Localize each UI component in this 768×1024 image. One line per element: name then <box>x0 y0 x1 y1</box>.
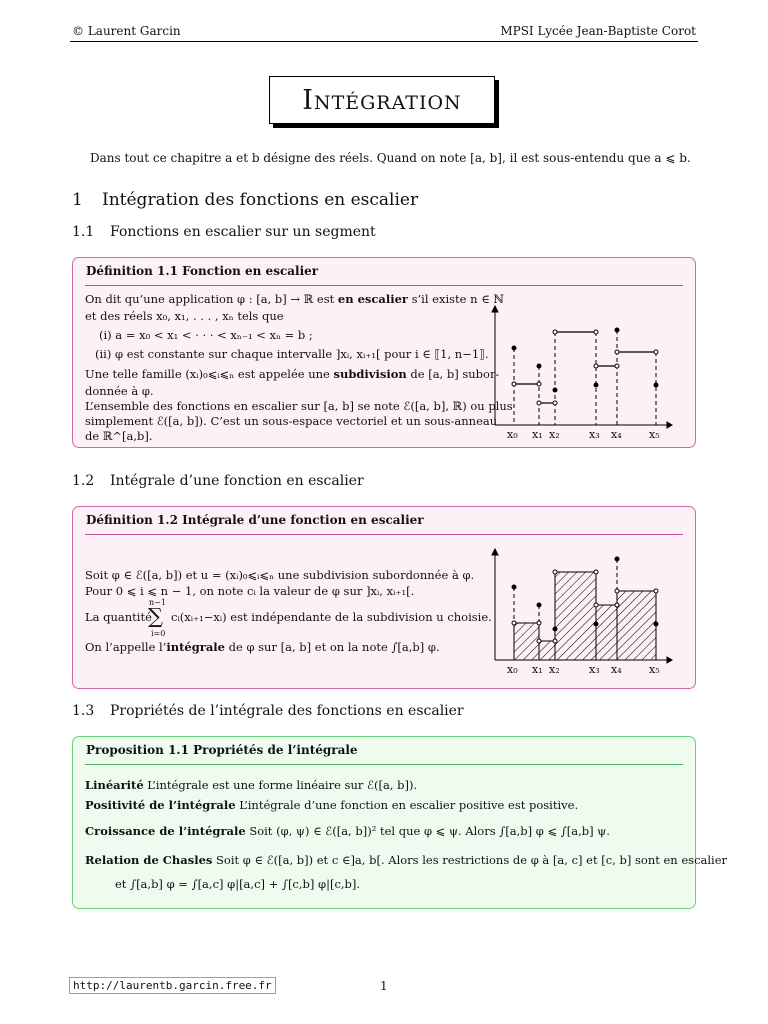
property-linearite: Linéarité L’intégrale est une forme linéaire sur ℰ([a, b]). <box>85 778 418 792</box>
definition-title: Définition 1.2 Intégrale d’une fonction en escalier <box>86 513 424 527</box>
subsection-title: Propriétés de l’intégrale des fonctions en escalier <box>110 703 464 719</box>
proposition-title: Proposition 1.1 Propriétés de l’intégrale <box>86 743 358 757</box>
definition-title: Définition 1.1 Fonction en escalier <box>86 264 319 278</box>
y-axis-arrow <box>492 306 498 312</box>
point-values <box>512 328 658 392</box>
keyword-subdivision: subdivision <box>333 367 407 381</box>
tick-x1: x₁ <box>532 663 543 676</box>
chapter-title-box <box>269 76 495 124</box>
header-author: © Laurent Garcin <box>72 24 181 38</box>
keyword-integrale: intégrale <box>166 640 225 654</box>
tick-x5: x₅ <box>649 663 660 676</box>
tick-x3: x₃ <box>589 428 600 441</box>
subsection-1-1-heading <box>72 224 376 240</box>
tick-x3: x₃ <box>589 663 600 676</box>
x-axis-arrow <box>667 422 672 428</box>
definition-rule <box>85 285 683 286</box>
steps <box>514 332 656 403</box>
area-rect-1 <box>539 641 555 660</box>
tick-x0: x₀ <box>507 428 518 441</box>
x-axis-arrow <box>667 657 672 663</box>
definition-rule <box>85 534 683 535</box>
definition-item-i: (i) a = x₀ < x₁ < · · · < xₙ₋₁ < xₙ = b ; <box>99 328 313 342</box>
tick-x2: x₂ <box>549 663 560 676</box>
tick-x4: x₄ <box>611 663 622 676</box>
definition-line: donnée à φ. <box>85 384 154 398</box>
proposition-1-1-box <box>72 736 728 909</box>
page-number: 1 <box>380 979 388 993</box>
intro-paragraph: Dans tout ce chapitre a et b désigne des réels. Quand on note [a, b], il est sous-entendu que a ⩽ b. <box>90 151 691 165</box>
area-rect-0 <box>514 623 539 660</box>
integral-area-figure <box>485 545 675 680</box>
property-positivite: Positivité de l’intégrale L’intégrale d’une fonction en escalier positive est positive. <box>85 798 579 812</box>
subsection-number: 1.3 <box>72 703 95 719</box>
definition-line: L’ensemble des fonctions en escalier sur [a, b] se note ℰ([a, b], ℝ) ou plus <box>85 399 513 413</box>
tick-x0: x₀ <box>507 663 518 676</box>
footer-url-link[interactable]: http://laurentb.garcin.free.fr <box>69 977 276 994</box>
definition-line: Soit φ ∈ ℰ([a, b]) et u = (xᵢ)₀⩽ᵢ⩽ₙ une subdivision subordonnée à φ. <box>85 568 475 582</box>
tick-x4: x₄ <box>611 428 622 441</box>
header-school: MPSI Lycée Jean-Baptiste Corot <box>500 24 696 38</box>
area-rect-3 <box>596 605 617 660</box>
section-title: Intégration des fonctions en escalier <box>102 190 419 210</box>
definition-line: cᵢ(xᵢ₊₁−xᵢ) est indépendante de la subdivision u choisie. <box>171 610 492 624</box>
subsection-title: Fonctions en escalier sur un segment <box>110 224 376 240</box>
definition-line: On l’appelle l’intégrale de φ sur [a, b] et on la note ∫[a,b] φ. <box>85 640 440 654</box>
subsection-title: Intégrale d’une fonction en escalier <box>110 473 364 489</box>
sum-lower-bound: i=0 <box>151 629 166 638</box>
area-rect-4 <box>617 591 656 660</box>
open-endpoints <box>512 330 658 405</box>
subsection-number: 1.1 <box>72 224 95 240</box>
definition-line: de ℝ^[a,b]. <box>85 429 153 443</box>
sum-upper-bound: n−1 <box>149 598 166 607</box>
definition-line: On dit qu’une application φ : [a, b] → ℝ est en escalier s’il existe n ∈ ℕ <box>85 292 504 306</box>
definition-line: Une telle famille (xᵢ)₀⩽ᵢ⩽ₙ est appelée une subdivision de [a, b] subor- <box>85 367 500 381</box>
proposition-rule <box>85 764 683 765</box>
definition-line: simplement ℰ([a, b]). C’est un sous-espace vectoriel et un sous-anneau <box>85 414 498 428</box>
tick-x2: x₂ <box>549 428 560 441</box>
tick-x5: x₅ <box>649 428 660 441</box>
definition-item-ii: (ii) φ est constante sur chaque intervalle ]xᵢ, xᵢ₊₁[ pour i ∈ ⟦1, n−1⟧. <box>95 347 489 361</box>
subsection-1-3-heading <box>72 703 464 719</box>
definition-line: La quantité <box>85 610 152 624</box>
definition-line: et des réels x₀, x₁, . . . , xₙ tels que <box>85 309 284 323</box>
step-function-figure <box>485 300 675 445</box>
property-croissance: Croissance de l’intégrale Soit (φ, ψ) ∈ ℰ([a, b])² tel que φ ⩽ ψ. Alors ∫[a,b] φ ⩽ ∫[a,b] ψ. <box>85 824 610 838</box>
subdivision-lines <box>514 330 656 425</box>
section-1-heading <box>72 190 418 210</box>
sum-symbol: ∑ <box>148 604 163 628</box>
subsection-number: 1.2 <box>72 473 95 489</box>
tick-x1: x₁ <box>532 428 543 441</box>
property-chasles-formula: et ∫[a,b] φ = ∫[a,c] φ|[a,c] + ∫[c,b] φ|[c,b]. <box>115 877 361 891</box>
chapter-title: Intégration <box>302 84 462 116</box>
subsection-1-2-heading <box>72 473 364 489</box>
y-axis-arrow <box>492 549 498 555</box>
definition-line: Pour 0 ⩽ i ⩽ n − 1, on note cᵢ la valeur de φ sur ]xᵢ, xᵢ₊₁[. <box>85 584 415 598</box>
header-rule <box>70 41 698 42</box>
area-rect-2 <box>555 572 596 660</box>
keyword-en-escalier: en escalier <box>337 292 408 306</box>
property-chasles: Relation de Chasles Soit φ ∈ ℰ([a, b]) et c ∈]a, b[. Alors les restrictions de φ à [a, c] et [c, b] sont en escalier <box>85 853 728 867</box>
section-number: 1 <box>72 190 83 210</box>
